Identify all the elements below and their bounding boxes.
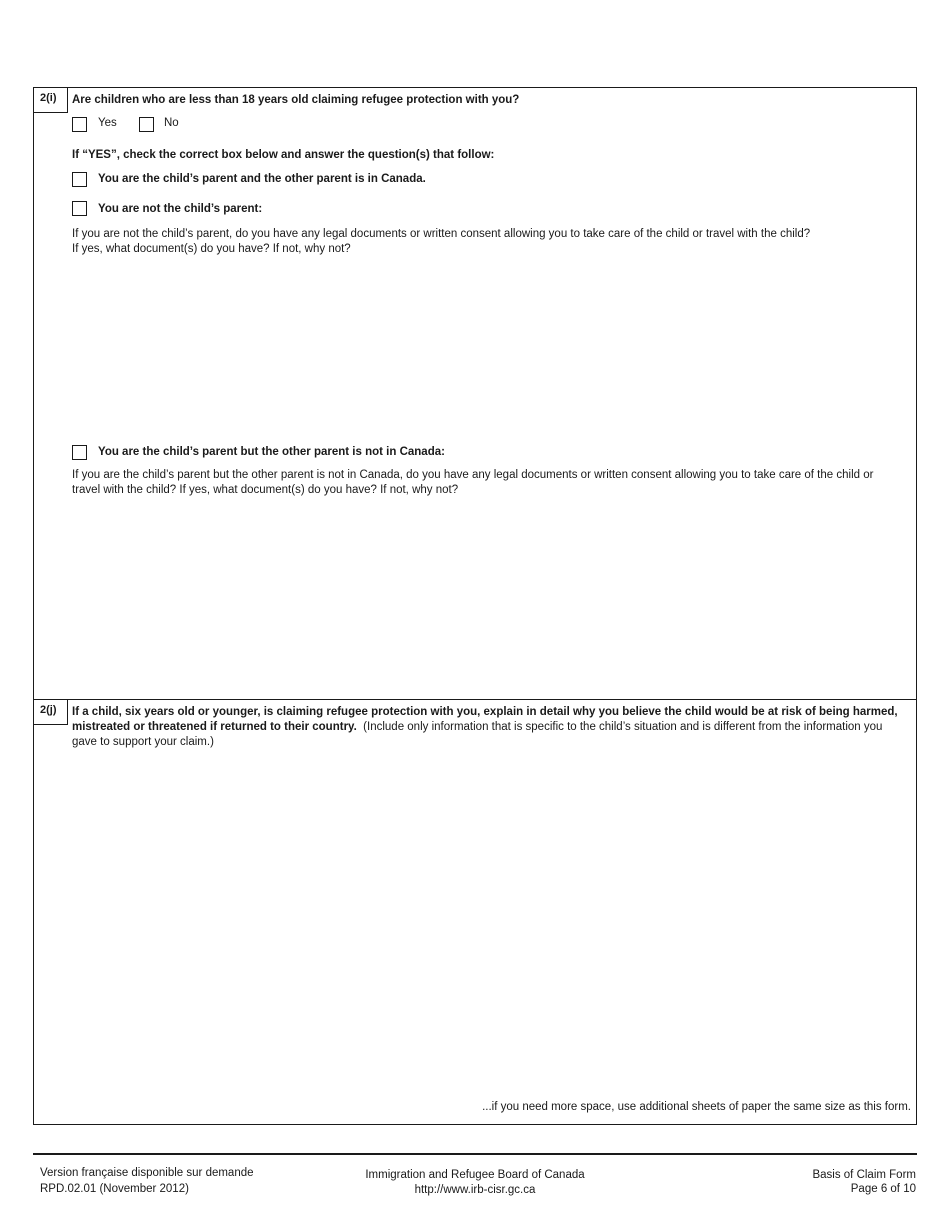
parent-not-in-canada-question-line1: If you are the child’s parent but the other parent is not in Canada, do you have any legal documents or written consent allowing you to take care of the child or [72,469,874,481]
not-parent-question-line2: If yes, what document(s) do you have? If not, why not? [72,243,351,255]
parent-other-not-in-canada-label: You are the child’s parent but the other parent is not in Canada: [98,446,445,458]
no-checkbox[interactable] [139,117,154,132]
question-2j-line3: gave to support your claim.) [72,736,214,748]
section-2i [33,87,917,700]
agency-url[interactable]: http://www.irb-cisr.gc.ca [414,1184,536,1196]
if-yes-instruction: If “YES”, check the correct box below and answer the question(s) that follow: [72,149,495,161]
yes-label: Yes [98,117,117,129]
no-label: No [164,117,179,129]
parent-not-in-canada-question-line2: travel with the child? If yes, what document(s) do you have? If not, why not? [72,484,459,496]
page-number: Page 6 of 10 [850,1183,916,1195]
yes-checkbox[interactable] [72,117,87,132]
footer-divider [33,1153,917,1155]
section-2j [33,699,917,1125]
form-code: RPD.02.01 (November 2012) [40,1183,189,1195]
not-parent-label: You are not the child’s parent: [98,203,263,215]
parent-other-in-canada-label: You are the child’s parent and the other parent is in Canada. [98,173,426,185]
question-2j-note: (Include only information that is specific to the child’s situation and is different from the information you [363,721,883,733]
question-number-2j: 2(j) [34,700,68,725]
question-2i: Are children who are less than 18 years old claiming refugee protection with you? [72,94,520,106]
parent-not-in-canada-answer-area[interactable] [72,502,908,692]
french-note: Version française disponible sur demande [40,1167,254,1179]
question-2j-bold-part: mistreated or threatened if returned to their country. [72,721,357,733]
parent-other-in-canada-checkbox[interactable] [72,172,87,187]
agency-name: Immigration and Refugee Board of Canada [365,1169,585,1181]
more-space-note: ...if you need more space, use additional sheets of paper the same size as this form. [482,1101,911,1113]
not-parent-checkbox[interactable] [72,201,87,216]
form-name: Basis of Claim Form [812,1169,916,1181]
section-2j-answer-area[interactable] [72,756,908,1096]
parent-other-not-in-canada-checkbox[interactable] [72,445,87,460]
question-2j-line2 [72,720,882,735]
not-parent-question-line1: If you are not the child’s parent, do you have any legal documents or written consent allowing you to take care of the child or travel with the child? [72,228,811,240]
not-parent-answer-area[interactable] [72,260,908,440]
question-2j-line1: If a child, six years old or younger, is claiming refugee protection with you, explain in detail why you believe the child would be at risk of being harmed, [72,706,898,718]
question-number-2i: 2(i) [34,88,68,113]
